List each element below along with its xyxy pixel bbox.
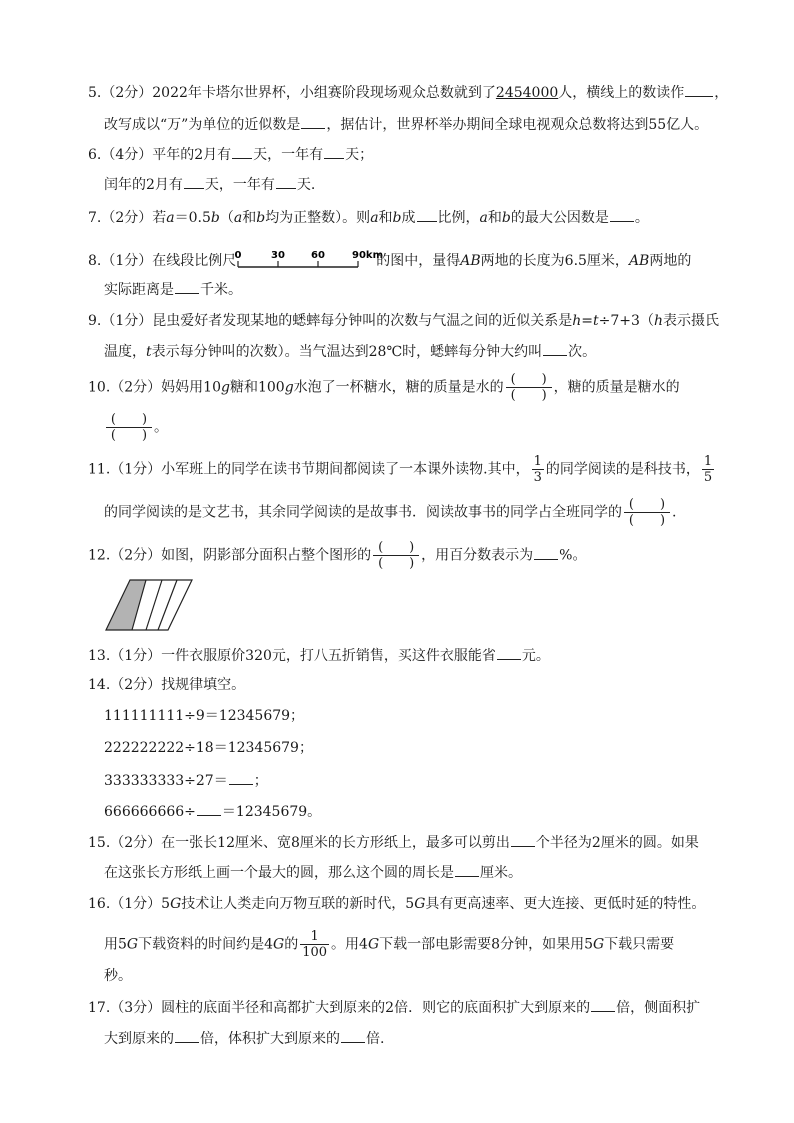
q10-text: 。: [154, 419, 168, 436]
q7-text: ＝0.5: [174, 210, 211, 226]
answer-blank[interactable]: [197, 801, 221, 816]
q11-text: 11.（1分）小军班上的同学在读书节期间都阅读了一本课外读物.其中，: [88, 461, 530, 478]
q9-line2: [104, 341, 596, 362]
q7-line1: [88, 207, 649, 228]
var-a: a: [166, 210, 175, 226]
q17-text: 倍.: [366, 1031, 385, 1047]
q7-text: 和: [242, 210, 257, 226]
q8-text: 两地的: [649, 253, 692, 269]
q14-row: [104, 770, 268, 791]
q5-text: 改写成以“万”为单位的近似数是: [104, 117, 301, 133]
q8-text: 实际距离是: [104, 282, 174, 298]
q17-line2: [104, 1028, 384, 1049]
answer-fraction[interactable]: [373, 540, 419, 571]
var-ab: AB: [460, 253, 481, 269]
var-g: G: [170, 896, 182, 912]
var-g: G: [592, 936, 605, 953]
q13-text: 13.（1分）一件衣服原价320元，打八五折销售，买这件衣服能省: [88, 648, 496, 664]
var-b: b: [210, 210, 220, 226]
fraction-numerator: ( ): [110, 412, 148, 427]
parallelogram-figure: [104, 578, 194, 632]
var-b: b: [392, 210, 402, 226]
q6-text: 闰年的2月有: [104, 177, 183, 193]
fraction-one-fifth: [702, 454, 714, 485]
q15-text: 15.（2分）在一张长12厘米、宽8厘米的长方形纸上，最多可以剪出: [88, 835, 510, 851]
q11-line2: [104, 497, 676, 528]
q9-text: =: [581, 313, 594, 329]
var-g: G: [273, 936, 285, 953]
q9-text: 次。: [568, 344, 597, 360]
q16-text: 16.（1分）5: [88, 896, 171, 912]
q16-text: 用5: [104, 936, 127, 953]
var-a: a: [370, 210, 379, 226]
q9-text: 表示摄氏: [662, 313, 719, 329]
q15-text: 厘米。: [480, 865, 522, 881]
q16-line2: [104, 929, 674, 960]
q16-text: 下载资料的时间约是4: [138, 936, 274, 953]
var-t: t: [146, 344, 152, 360]
var-g: G: [126, 936, 139, 953]
answer-blank[interactable]: [324, 144, 344, 159]
answer-blank[interactable]: [511, 832, 535, 847]
fraction-numerator: 1: [703, 454, 713, 469]
answer-blank[interactable]: [276, 174, 296, 189]
unit-g: g: [221, 379, 230, 396]
q10-line1: [88, 372, 680, 403]
fraction-numerator: ( ): [628, 497, 666, 512]
q11-line1: [88, 454, 716, 485]
answer-blank[interactable]: [497, 645, 521, 660]
var-h: h: [572, 313, 582, 329]
q16-text: 下载一部电影需要8分钟，如果用5: [379, 936, 593, 953]
q10-text: 10.（2分）妈妈用10: [88, 379, 221, 396]
fraction-denominator: ( ): [373, 555, 419, 571]
answer-blank[interactable]: [685, 82, 713, 97]
q14-row: 111111111÷9＝12345679；: [104, 708, 305, 724]
q5-text: 5.（2分）2022年卡塔尔世界杯，小组赛阶段现场观众总数就到了: [88, 85, 496, 101]
fraction-denominator: 3: [533, 470, 542, 485]
q14-row: [104, 801, 321, 822]
var-h: h: [653, 313, 663, 329]
var-t: t: [593, 313, 599, 329]
q11-text: .: [672, 504, 677, 521]
q9-line1: [88, 311, 719, 331]
q7-text: 均为正整数）。则: [265, 210, 371, 226]
scale-label: 60: [311, 250, 326, 261]
q16-text: 技术让人类走向万物互联的新时代，5: [181, 896, 415, 912]
var-g: G: [367, 936, 380, 953]
fraction-numerator: ( ): [510, 372, 547, 387]
scale-bar-figure: [234, 248, 384, 274]
answer-blank[interactable]: [534, 545, 558, 560]
q10-text: ，糖的质量是糖水的: [553, 379, 680, 396]
q9-text: 温度，: [104, 344, 146, 360]
q10-text: 糖和100: [229, 379, 285, 396]
scale-label: 30: [271, 250, 286, 261]
q12-line1: [88, 540, 586, 571]
q7-text: 成: [401, 210, 416, 226]
fraction-numerator: ( ): [378, 540, 415, 555]
var-ab: AB: [628, 253, 650, 269]
answer-blank[interactable]: [301, 114, 325, 129]
q15-text: 个半径为2厘米的圆。如果: [535, 835, 699, 851]
q14-text: ＝12345679。: [221, 804, 322, 820]
fraction-one-hundredth: [300, 929, 329, 960]
q5-number: 2454000: [495, 85, 559, 101]
fraction-denominator: ( ): [624, 512, 670, 528]
q16-text: 的: [284, 936, 299, 953]
fraction-denominator: ( ): [506, 387, 552, 403]
q16-line3: 秒。: [104, 968, 132, 984]
answer-blank[interactable]: [591, 997, 615, 1012]
answer-blank[interactable]: [455, 862, 479, 877]
q8-line2: [104, 279, 242, 300]
q6-text: 天，一年有: [253, 147, 324, 163]
q11-text: 的同学阅读的是科技书，: [545, 461, 700, 478]
q6-text: 天，一年有: [204, 177, 275, 193]
answer-blank[interactable]: [232, 144, 252, 159]
q9-text: 表示每分钟叫的次数）。当气温达到28℃时，蟋蟀每分钟大约叫: [151, 344, 543, 360]
answer-fraction[interactable]: [506, 372, 552, 403]
scale-label: 90km: [352, 250, 384, 261]
var-b: b: [501, 210, 511, 226]
q14-text: 666666666÷: [104, 804, 196, 820]
answer-blank[interactable]: [610, 207, 634, 222]
answer-blank[interactable]: [175, 279, 199, 294]
q7-text: 。: [634, 210, 649, 226]
q8-text: 的图中，量得: [376, 253, 461, 269]
var-b: b: [256, 210, 266, 226]
q16-text: 。用4: [331, 936, 368, 953]
q7-text: （: [219, 210, 234, 226]
q7-text: 7.（2分）若: [88, 210, 167, 226]
q8-text: 两地的长度为6.5厘米，: [480, 253, 629, 269]
q5-line1: [88, 82, 728, 103]
divider-line: [146, 580, 162, 630]
q5-text: ，: [714, 85, 729, 101]
answer-blank[interactable]: [417, 207, 437, 222]
answer-blank[interactable]: [543, 341, 567, 356]
answer-fraction[interactable]: [106, 412, 152, 443]
q14-text: 333333333÷27＝: [104, 773, 228, 789]
answer-blank[interactable]: [341, 1028, 365, 1043]
q16-text: 下载只需要: [604, 936, 675, 953]
q10-text: 水泡了一杯糖水，糖的质量是水的: [293, 379, 504, 396]
unit-g: g: [284, 379, 294, 396]
answer-blank[interactable]: [229, 770, 253, 785]
q12-text: ，用百分数表示为: [421, 547, 534, 564]
var-a: a: [233, 210, 243, 226]
q8-line1: [88, 248, 691, 274]
q7-text: 的最大公因数是: [510, 210, 609, 226]
q8-text: 8.（1分）在线段比例尺: [88, 253, 237, 269]
fraction-numerator: 1: [310, 929, 319, 944]
q7-text: 和: [487, 210, 502, 226]
q13-text: 元。: [521, 648, 550, 664]
answer-blank[interactable]: [184, 174, 204, 189]
var-a: a: [479, 210, 488, 226]
q17-text: 倍，侧面积扩: [616, 1000, 701, 1016]
q11-text: 的同学阅读的是文艺书，其余同学阅读的是故事书．阅读故事书的同学占全班同学的: [104, 504, 622, 521]
q6-line2: [104, 174, 315, 195]
q6-line1: [88, 144, 373, 165]
q5-line2: [104, 114, 708, 135]
q17-text: 大到原来的: [104, 1031, 174, 1047]
q5-text: ，据估计，世界杯举办期间全球电视观众总数将达到55亿人。: [326, 117, 709, 133]
fraction-denominator: ( ): [106, 427, 152, 443]
fraction-numerator: 1: [533, 454, 542, 469]
var-g: G: [414, 896, 426, 912]
q17-line1: [88, 997, 700, 1018]
q16-line1: [88, 894, 705, 914]
q15-text: 在这张长方形纸上画一个最大的圆，那么这个圆的周长是: [104, 865, 454, 881]
q6-text: 天；: [345, 147, 374, 163]
q15-line2: [104, 862, 522, 883]
answer-fraction[interactable]: [624, 497, 670, 528]
scale-label: 0: [234, 250, 242, 261]
q6-text: 天.: [296, 177, 316, 193]
q7-text: 比例，: [437, 210, 480, 226]
fraction-one-third: [532, 454, 544, 485]
q17-text: 倍，体积扩大到原来的: [200, 1031, 340, 1047]
q17-text: 17.（3分）圆柱的底面半径和高都扩大到原来的2倍．则它的底面积扩大到原来的: [88, 1000, 591, 1016]
q9-text: ÷7+3（: [598, 313, 654, 329]
fraction-denominator: 100: [302, 945, 328, 960]
q16-text: 具有更高速率、更大连接、更低时延的特性。: [425, 896, 706, 912]
q6-text: 6.（4分）平年的2月有: [88, 147, 232, 163]
q5-text: 人，横线上的数读作: [558, 85, 685, 101]
q9-text: 9.（1分）昆虫爱好者发现某地的蟋蟀每分钟叫的次数与气温之间的近似关系是: [88, 313, 573, 329]
q12-text: %。: [559, 547, 587, 564]
q8-text: 千米。: [200, 282, 242, 298]
q14-row: 222222222÷18＝12345679；: [104, 740, 313, 756]
q12-text: 12.（2分）如图，阴影部分面积占整个图形的: [88, 547, 372, 564]
q7-text: 和: [378, 210, 393, 226]
q14-text: ；: [253, 773, 268, 789]
q10-line2: [104, 412, 168, 443]
divider-line: [158, 580, 177, 630]
q14-title: 14.（2分）找规律填空。: [88, 677, 246, 693]
fraction-denominator: 5: [703, 470, 713, 485]
q13-line1: [88, 645, 550, 666]
q15-line1: [88, 832, 699, 853]
answer-blank[interactable]: [175, 1028, 199, 1043]
